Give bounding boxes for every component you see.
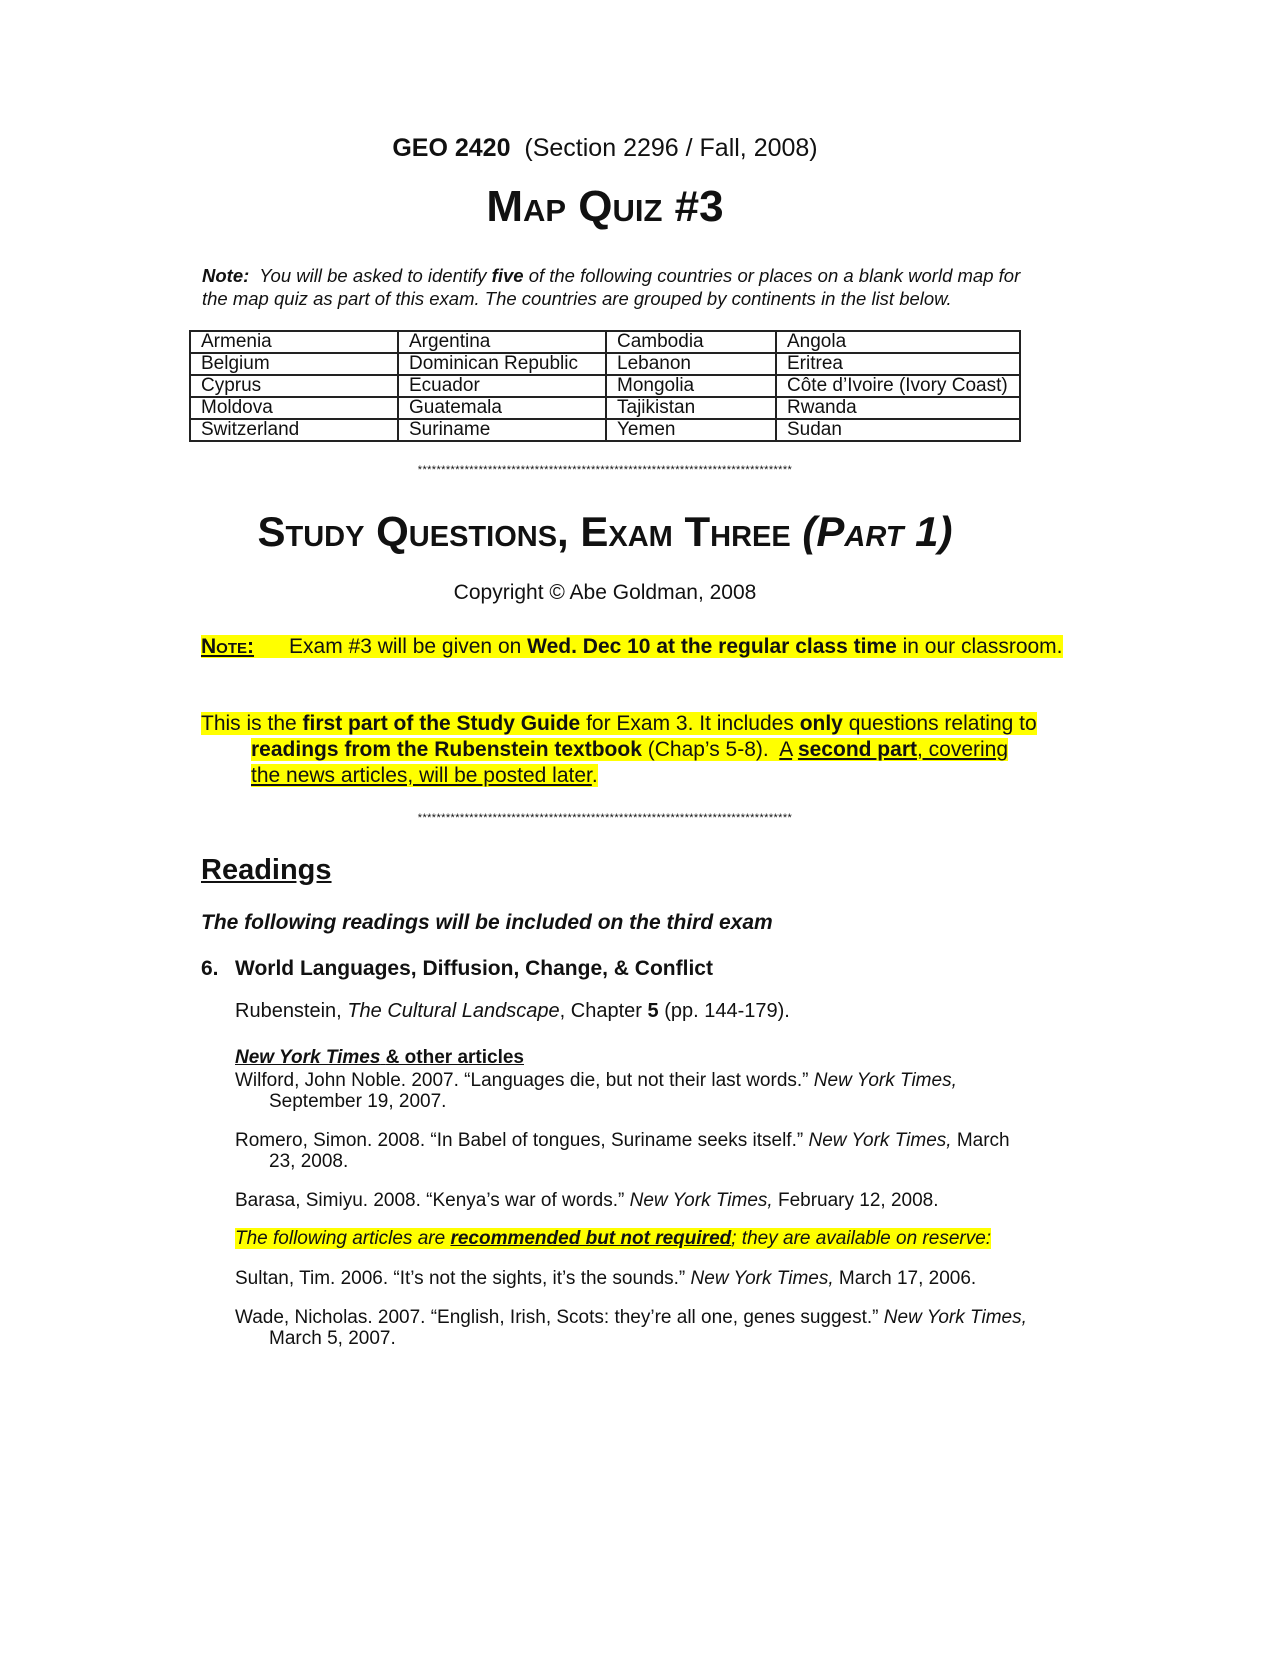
article-reference	[235, 1190, 1029, 1211]
exam-note-text: Exam #3 will be given on	[289, 635, 522, 658]
country-cell: Guatemala	[398, 397, 606, 419]
separator: ********************************************************************************	[417, 464, 793, 476]
countries-table	[189, 330, 1021, 442]
article-citation: Sultan, Tim. 2006. “It’s not the sights, it’s the sounds.”	[235, 1268, 691, 1289]
country-cell: Armenia	[190, 331, 398, 353]
textbook-pages: (pp. 144-179).	[664, 1000, 790, 1022]
country-cell: Argentina	[398, 331, 606, 353]
optional-articles-list	[235, 1268, 1029, 1367]
recommended-bold: recommended but not required	[450, 1228, 732, 1249]
country-cell: Yemen	[606, 419, 776, 441]
country-cell: Sudan	[776, 419, 1020, 441]
note-text: of the following countries or places on a blank world map for the map quiz as part of this exam. The countries are grouped by continents in the list below.	[202, 265, 1021, 309]
textbook-text: , Chapter	[559, 1000, 642, 1022]
table-row	[190, 353, 1020, 375]
table-row	[190, 397, 1020, 419]
section-number: 6.	[201, 957, 219, 980]
course-section: (Section 2296 / Fall, 2008)	[524, 134, 818, 162]
readings-heading: Readings	[201, 854, 332, 886]
note-bold: five	[491, 265, 524, 286]
exam-note-text: in our classroom.	[902, 635, 1063, 658]
articles-heading-source: New York Times	[235, 1047, 381, 1068]
exam-note-label: Note:	[201, 635, 254, 658]
table-row	[190, 331, 1020, 353]
country-cell: Suriname	[398, 419, 606, 441]
articles-heading-rest: & other articles	[385, 1047, 524, 1068]
article-source: New York Times,	[808, 1130, 952, 1151]
copyright: Copyright © Abe Goldman, 2008	[453, 581, 757, 604]
course-header	[0, 134, 1210, 163]
article-date: February 12, 2008.	[777, 1190, 939, 1211]
country-cell: Cyprus	[190, 375, 398, 397]
study-guide-note	[201, 711, 1041, 789]
textbook-reading	[235, 1000, 790, 1023]
guide-underlined-bold: second part	[797, 738, 917, 761]
recommended-text: ; they are available on reserve:	[731, 1228, 992, 1249]
article-date: March 5, 2007.	[269, 1328, 396, 1349]
quiz-title: Map Quiz #3	[486, 182, 724, 231]
country-cell: Moldova	[190, 397, 398, 419]
separator: ********************************************************************************	[417, 812, 793, 824]
note-text: You will be asked to identify	[259, 265, 487, 286]
recommended-text: The following articles are	[235, 1228, 446, 1249]
country-cell: Dominican Republic	[398, 353, 606, 375]
guide-underlined: , covering the news articles, will be posted later	[251, 738, 1009, 787]
article-source: New York Times,	[813, 1070, 957, 1091]
guide-text: This is the	[201, 712, 297, 735]
article-reference	[235, 1130, 1029, 1172]
recommended-note	[235, 1228, 991, 1250]
article-reference	[235, 1070, 1029, 1112]
article-citation: Barasa, Simiyu. 2008. “Kenya’s war of words.”	[235, 1190, 625, 1211]
table-row	[190, 419, 1020, 441]
course-code: GEO 2420	[392, 134, 511, 162]
textbook-title: The Cultural Landscape	[347, 1000, 560, 1022]
study-title	[0, 508, 1210, 556]
guide-text: for Exam 3. It includes	[586, 712, 794, 735]
exam-date-note	[201, 633, 1109, 661]
country-cell: Eritrea	[776, 353, 1020, 375]
article-reference	[235, 1307, 1029, 1349]
articles-heading	[235, 1047, 524, 1069]
guide-text: (Chap’s 5-8).	[647, 738, 769, 761]
country-cell: Angola	[776, 331, 1020, 353]
exam-date: Wed. Dec 10 at the regular class time	[527, 635, 897, 658]
textbook-chapter: 5	[647, 1000, 659, 1022]
guide-bold: first part of the Study Guide	[302, 712, 581, 735]
article-reference	[235, 1268, 1029, 1289]
country-cell: Mongolia	[606, 375, 776, 397]
guide-bold: readings from the Rubenstein textbook	[251, 738, 642, 761]
map-quiz-note	[202, 264, 1032, 310]
table-row	[190, 375, 1020, 397]
textbook-text: Rubenstein,	[235, 1000, 342, 1022]
readings-intro: The following readings will be included on the third exam	[201, 911, 773, 934]
country-cell: Tajikistan	[606, 397, 776, 419]
country-cell: Côte d’Ivoire (Ivory Coast)	[776, 375, 1020, 397]
country-cell: Ecuador	[398, 375, 606, 397]
article-citation: Romero, Simon. 2008. “In Babel of tongues, Suriname seeks itself.”	[235, 1130, 804, 1151]
articles-list	[235, 1070, 1029, 1229]
country-cell: Switzerland	[190, 419, 398, 441]
article-date: March 17, 2006.	[838, 1268, 977, 1289]
section-heading	[201, 957, 713, 981]
country-cell: Lebanon	[606, 353, 776, 375]
article-citation: Wade, Nicholas. 2007. “English, Irish, Scots: they’re all one, genes suggest.”	[235, 1307, 879, 1328]
section-title: World Languages, Diffusion, Change, & Conflict	[235, 957, 713, 980]
country-cell: Cambodia	[606, 331, 776, 353]
note-label: Note:	[202, 265, 250, 286]
guide-text: .	[591, 764, 598, 787]
study-part: (Part 1)	[802, 508, 953, 555]
article-date: March 23, 2008.	[269, 1130, 1010, 1172]
country-cell: Belgium	[190, 353, 398, 375]
article-source: New York Times,	[690, 1268, 834, 1289]
article-source: New York Times,	[883, 1307, 1027, 1328]
article-citation: Wilford, John Noble. 2007. “Languages die, but not their last words.”	[235, 1070, 809, 1091]
country-cell: Rwanda	[776, 397, 1020, 419]
article-date: September 19, 2007.	[269, 1091, 447, 1112]
article-source: New York Times,	[629, 1190, 773, 1211]
guide-bold: only	[799, 712, 843, 735]
guide-underlined: A	[779, 738, 793, 761]
study-title-text: Study Questions, Exam Three	[257, 508, 791, 555]
guide-text: questions relating to	[848, 712, 1037, 735]
